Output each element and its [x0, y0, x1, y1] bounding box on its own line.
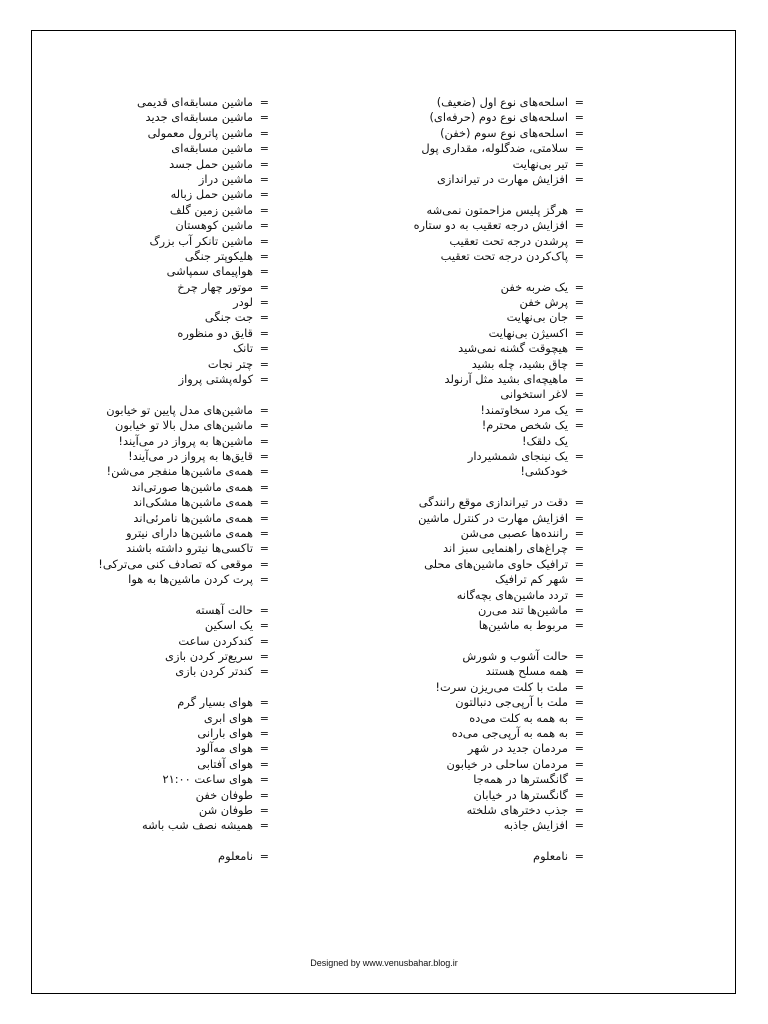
equals-marker: =	[259, 727, 269, 741]
equals-marker: =	[259, 496, 269, 510]
equals-marker: =	[259, 126, 269, 140]
left-list-item	[43, 802, 269, 818]
left-list-item-label: ماشین پاترول معمولی	[147, 125, 253, 140]
left-list-item	[43, 787, 269, 803]
left-list-item-label: پرت کردن ماشین‌ها به هوا	[128, 572, 253, 587]
equals-marker: =	[574, 126, 584, 140]
left-list-item	[43, 279, 269, 295]
right-list-item-label: به همه به آرپی‌جی می‌ده	[451, 726, 568, 741]
left-list-item	[43, 649, 269, 664]
right-list-item-label: دقت در تیراندازی موقع رانندگی	[418, 495, 568, 510]
left-list-item-label: همه‌ی ماشین‌ها نامرئی‌اند	[133, 510, 253, 525]
right-list-item	[318, 434, 568, 449]
left-list-item	[43, 356, 269, 372]
right-list-item-label: ملت با کلت می‌ریزن سرت!	[435, 679, 568, 694]
left-list-item	[43, 495, 269, 510]
left-list-item-label: هوای ابری	[203, 710, 253, 725]
equals-marker: =	[574, 742, 584, 756]
equals-marker: =	[259, 557, 269, 571]
right-list-item	[318, 818, 584, 833]
left-list-item	[43, 171, 269, 187]
right-list-item-label: لاغر استخوانی	[500, 387, 568, 402]
right-list-item	[318, 248, 584, 264]
right-list-item-label: یک مرد سخاوتمند!	[480, 402, 568, 417]
left-list-item	[43, 341, 269, 356]
equals-marker: =	[259, 172, 269, 186]
left-list-item-label: طوفان خفن	[195, 787, 253, 802]
equals-marker: =	[574, 542, 584, 556]
left-list-item-label: کندکردن ساعت	[178, 633, 253, 648]
left-list-item-label: ماشین حمل جسد	[169, 156, 253, 171]
equals-marker: =	[574, 788, 584, 802]
equals-marker: =	[259, 650, 269, 664]
right-list-spacer	[318, 834, 568, 849]
equals-marker: =	[574, 573, 584, 587]
equals-marker: =	[574, 296, 584, 310]
left-list-item-label: ماشین زمین گلف	[169, 202, 253, 217]
equals-marker: =	[574, 449, 584, 463]
right-list-item-label: افزایش جاذبه	[503, 818, 568, 833]
left-list-item	[43, 248, 269, 264]
equals-marker: =	[259, 234, 269, 248]
left-list-item	[43, 141, 269, 156]
right-list-item	[318, 402, 584, 418]
left-list-item-label: ماشین تانکر آب بزرگ	[149, 233, 253, 248]
right-list-item	[318, 556, 584, 572]
left-list-item-label: هوای آفتابی	[197, 756, 253, 771]
equals-marker: =	[574, 665, 584, 679]
equals-marker: =	[574, 203, 584, 217]
equals-marker: =	[574, 157, 584, 171]
left-list-item	[43, 741, 269, 756]
right-list-item-label: یک ضربه خفن	[500, 279, 568, 294]
right-list-item	[318, 787, 584, 803]
right-list-item-label: اسلحه‌های نوع اول (ضعیف)	[436, 95, 568, 109]
equals-marker: =	[259, 773, 269, 787]
equals-marker: =	[259, 603, 269, 617]
left-list-item-label: کندتر کردن بازی	[175, 664, 253, 679]
right-list-item-label: ماشین‌ها تند می‌رن	[478, 602, 568, 617]
right-list-item	[318, 295, 584, 310]
equals-marker: =	[259, 511, 269, 525]
right-list-item	[318, 171, 584, 187]
equals-marker: =	[574, 111, 584, 125]
right-list-item	[318, 95, 584, 110]
right-list-item-label: شهر کم ترافیک	[494, 572, 568, 587]
left-list-item	[43, 156, 269, 172]
left-list-item-label: جت جنگی	[204, 310, 253, 325]
equals-marker: =	[259, 573, 269, 587]
equals-marker: =	[259, 311, 269, 325]
right-list-item	[318, 233, 584, 249]
right-list-item-label: هیچوقت گشنه نمی‌شید	[458, 341, 568, 356]
equals-marker: =	[574, 496, 584, 510]
equals-marker: =	[574, 819, 584, 833]
left-list-item-label: ماشین کوهستان	[175, 218, 253, 233]
right-list-item-label: جذب دخترهای شلخته	[466, 802, 568, 817]
left-list-item-label: همه‌ی ماشین‌ها صورتی‌اند	[131, 479, 253, 494]
left-list-item	[43, 772, 269, 787]
right-list-item	[318, 602, 584, 618]
equals-marker: =	[259, 419, 269, 433]
left-list-item-label: ماشین دراز	[198, 171, 253, 186]
left-list-item	[43, 202, 269, 218]
equals-marker: =	[574, 342, 584, 356]
equals-marker: =	[259, 465, 269, 479]
left-list-item-label: همه‌ی ماشین‌ها دارای نیترو	[126, 525, 253, 540]
equals-marker: =	[259, 188, 269, 202]
equals-marker: =	[574, 96, 584, 109]
right-list-item-label: همه مسلح هستند	[485, 664, 568, 679]
equals-marker: =	[574, 711, 584, 725]
equals-marker: =	[259, 96, 269, 109]
right-list-item-label: چراغ‌های راهنمایی سبز اند	[443, 541, 568, 556]
equals-marker: =	[574, 403, 584, 417]
right-list-spacer	[318, 634, 568, 649]
equals-marker: =	[574, 373, 584, 387]
left-list-item-label: لودر	[233, 295, 253, 310]
left-list-item-label: موتور چهار چرخ	[177, 279, 253, 294]
equals-marker: =	[259, 342, 269, 356]
right-list-item	[318, 495, 584, 510]
right-list-item-label: یک دلقک!	[521, 433, 568, 448]
equals-marker: =	[259, 619, 269, 633]
left-list-item	[43, 726, 269, 741]
right-list-item	[318, 618, 584, 633]
equals-marker: =	[574, 727, 584, 741]
right-list-item-label: خودکشی!	[520, 464, 568, 479]
right-list-item	[318, 679, 584, 695]
equals-marker: =	[259, 711, 269, 725]
right-list-item-label: حالت آشوب و شورش	[462, 649, 568, 664]
right-list-item	[318, 325, 584, 341]
equals-marker: =	[574, 511, 584, 525]
right-list-item	[318, 695, 584, 710]
equals-marker: =	[574, 650, 584, 664]
right-list-item-label: چاق بشید، چله بشید	[471, 356, 568, 371]
equals-marker: =	[259, 696, 269, 710]
equals-marker: =	[259, 280, 269, 294]
right-list-item-label: تیر بی‌نهایت	[512, 156, 568, 171]
left-list-item-label: ماشین مسابقه‌ای جدید	[145, 110, 253, 125]
equals-marker: =	[259, 757, 269, 771]
equals-marker: =	[259, 219, 269, 233]
right-list-item-label: یک نینجای شمشیردار	[467, 448, 568, 463]
right-list-item-label: پاک‌کردن درجه تحت تعقیب	[440, 248, 568, 263]
right-list-item-label: راننده‌ها عصبی می‌شن	[460, 525, 568, 540]
equals-marker: =	[259, 249, 269, 263]
left-list-item-label: چتر نجات	[207, 356, 253, 371]
equals-marker: =	[259, 819, 269, 833]
right-list-item	[318, 418, 584, 433]
left-list-item	[43, 464, 269, 479]
equals-marker: =	[259, 634, 269, 648]
right-list-item-label: ترافیک حاوی ماشین‌های محلی	[424, 556, 568, 571]
left-list-item-label: تانک	[232, 341, 253, 356]
equals-marker: =	[259, 850, 269, 864]
right-list-item-label: هرگز پلیس مزاحمتون نمی‌شه	[426, 202, 568, 217]
left-list-item-label: همیشه نصف شب باشه	[141, 818, 253, 833]
left-list-item-label: هوای بسیار گرم	[177, 695, 253, 710]
left-list-item	[43, 325, 269, 341]
left-list-item-label: سریع‌تر کردن بازی	[165, 649, 253, 664]
right-list-item	[318, 341, 584, 356]
left-list-item-label: طوفان شن	[198, 802, 253, 817]
equals-marker: =	[574, 526, 584, 540]
right-list-item	[318, 587, 584, 603]
left-list-item	[43, 433, 269, 449]
left-list-item	[43, 541, 269, 556]
equals-marker: =	[574, 357, 584, 371]
right-list-item-label: یک شخص محترم!	[481, 418, 568, 433]
left-list-item	[43, 572, 269, 587]
left-list-item	[43, 633, 269, 649]
left-list-item	[43, 95, 269, 110]
left-list-spacer	[43, 588, 253, 603]
right-list-item-label: نامعلوم	[533, 849, 568, 864]
right-list-item	[318, 448, 584, 464]
left-list-item	[43, 510, 269, 526]
left-list-item	[43, 110, 269, 125]
right-list-item	[318, 664, 584, 679]
equals-marker: =	[259, 434, 269, 448]
right-list-item-label: افزایش مهارت در کنترل ماشین	[418, 510, 568, 525]
left-list-item	[43, 556, 269, 572]
left-list-spacer	[43, 834, 253, 849]
right-list-item-label: گانگسترها در همه‌جا	[473, 772, 568, 787]
right-list-item-label: مردمان ساحلی در خیابون	[446, 756, 568, 771]
right-list-item	[318, 141, 584, 156]
right-list-item-label: گانگسترها در خیابان	[473, 787, 568, 802]
left-list-item	[43, 710, 269, 726]
left-list-item	[43, 448, 269, 464]
equals-marker: =	[259, 803, 269, 817]
right-list-item	[318, 710, 584, 726]
equals-marker: =	[574, 757, 584, 771]
left-list-item-label: یک اسکین	[204, 618, 253, 633]
right-list-item-label: سلامتی، ضدگلوله، مقداری پول	[421, 141, 568, 156]
equals-marker: =	[574, 172, 584, 186]
equals-marker: =	[259, 449, 269, 463]
left-list-item	[43, 125, 269, 141]
left-list-item-label: موقعی که تصادف کنی می‌ترکی!	[98, 556, 253, 571]
left-list-item	[43, 695, 269, 710]
right-list-spacer	[318, 480, 568, 495]
equals-marker: =	[259, 265, 269, 279]
left-list-item	[43, 418, 269, 433]
equals-marker: =	[259, 296, 269, 310]
equals-marker: =	[574, 850, 584, 864]
left-list-item-label: هواپیمای سمپاشی	[166, 264, 253, 279]
right-list-item-label: مربوط به ماشین‌ها	[478, 618, 568, 633]
right-list-item	[318, 372, 584, 387]
right-list-item-label: افزایش مهارت در تیراندازی	[436, 171, 568, 186]
right-list-item	[318, 202, 584, 218]
left-list-item-label: نامعلوم	[218, 849, 253, 864]
right-list-spacer	[318, 264, 568, 279]
equals-marker: =	[259, 111, 269, 125]
right-list-item	[318, 756, 584, 772]
equals-marker: =	[574, 249, 584, 263]
right-list-item-label: ماهیچه‌ای بشید مثل آرنولد	[444, 372, 568, 387]
left-list-item-label: تاکسی‌ها نیترو داشته باشند	[126, 541, 253, 556]
equals-marker: =	[574, 419, 584, 433]
right-list-item	[318, 849, 584, 864]
equals-marker: =	[574, 234, 584, 248]
left-list-item-label: حالت آهسته	[195, 602, 253, 617]
equals-marker: =	[259, 326, 269, 340]
right-list-item-label: پرش خفن	[519, 295, 568, 310]
equals-marker: =	[259, 373, 269, 387]
right-list-item	[318, 510, 584, 526]
right-list-item-label: تردد ماشین‌های بچه‌گانه	[456, 587, 568, 602]
left-list-item-label: ماشین حمل زباله	[170, 187, 253, 202]
left-list-item-label: هوای بارانی	[197, 726, 253, 741]
equals-marker: =	[259, 526, 269, 540]
right-list-item	[318, 726, 584, 741]
left-list-item	[43, 479, 269, 495]
right-list-item	[318, 741, 584, 756]
right-list-item-label: اسلحه‌های نوع دوم (حرفه‌ای)	[429, 110, 568, 125]
right-list-item-label: مردمان جدید در شهر	[467, 741, 568, 756]
left-list-item	[43, 187, 269, 202]
left-list-item-label: ماشین‌های مدل بالا تو خیابون	[114, 418, 253, 433]
left-list-item	[43, 664, 269, 679]
equals-marker: =	[574, 557, 584, 571]
footer-credit: Designed by www.venusbahar.blog.ir	[310, 958, 458, 968]
right-list-item-label: اکسیژن بی‌نهایت	[488, 325, 568, 340]
equals-marker: =	[574, 142, 584, 156]
right-cheat-list	[318, 95, 584, 865]
right-list-item	[318, 541, 584, 556]
right-list-item-label: به همه به کلت می‌ده	[469, 710, 568, 725]
left-list-item-label: کوله‌پشتی پرواز	[178, 372, 253, 387]
right-list-item	[318, 125, 584, 141]
equals-marker: =	[259, 403, 269, 417]
left-list-item	[43, 218, 269, 233]
equals-marker: =	[574, 588, 584, 602]
left-list-item-label: همه‌ی ماشین‌ها مشکی‌اند	[133, 495, 253, 510]
equals-marker: =	[259, 665, 269, 679]
right-list-item	[318, 802, 584, 818]
left-list-item	[43, 602, 269, 618]
equals-marker: =	[259, 742, 269, 756]
left-list-spacer	[43, 387, 253, 402]
equals-marker: =	[574, 388, 584, 402]
left-list-item-label: ماشین‌ها به پرواز در می‌آیند!	[118, 433, 253, 448]
right-list-item-label: اسلحه‌های نوع سوم (خفن)	[440, 125, 568, 140]
equals-marker: =	[259, 542, 269, 556]
left-list-item-label: ماشین مسابقه‌ای	[171, 141, 253, 156]
equals-marker: =	[574, 311, 584, 325]
equals-marker: =	[574, 680, 584, 694]
right-list-item	[318, 279, 584, 295]
left-list-item-label: همه‌ی ماشین‌ها منفجر می‌شن!	[106, 464, 253, 479]
right-list-item	[318, 772, 584, 787]
left-list-item-label: قایق دو منظوره	[177, 325, 253, 340]
equals-marker: =	[259, 203, 269, 217]
equals-marker: =	[259, 788, 269, 802]
left-list-item-label: هوای ساعت ۲۱:۰۰	[162, 772, 253, 787]
equals-marker: =	[259, 357, 269, 371]
equals-marker: =	[574, 696, 584, 710]
left-list-item	[43, 525, 269, 541]
left-list-item	[43, 402, 269, 418]
equals-marker: =	[574, 603, 584, 617]
left-list-item-label: ماشین‌های مدل پایین تو خیابون	[106, 402, 253, 417]
right-list-item	[318, 218, 584, 233]
right-list-item	[318, 464, 568, 479]
left-list-item-label: هلیکوپتر جنگی	[184, 248, 253, 263]
right-list-item-label: افزایش درجه تعقیب به دو ستاره	[413, 218, 568, 233]
left-list-item	[43, 849, 269, 864]
left-list-item	[43, 295, 269, 310]
left-list-item	[43, 756, 269, 772]
right-list-item	[318, 649, 584, 664]
right-list-item-label: پرشدن درجه تحت تعقیب	[449, 233, 568, 248]
left-list-spacer	[43, 680, 253, 695]
left-list-item	[43, 264, 269, 279]
right-list-item	[318, 572, 584, 587]
right-list-spacer	[318, 187, 568, 202]
left-list-item-label: هوای مه‌آلود	[195, 741, 253, 756]
equals-marker: =	[574, 619, 584, 633]
left-cheat-list	[43, 95, 269, 865]
equals-marker: =	[574, 280, 584, 294]
equals-marker: =	[259, 142, 269, 156]
right-list-item	[318, 110, 584, 125]
right-list-item	[318, 156, 584, 172]
equals-marker: =	[574, 773, 584, 787]
right-list-item	[318, 387, 584, 402]
right-list-item	[318, 356, 584, 372]
left-list-item-label: ماشین مسابقه‌ای قدیمی	[137, 95, 253, 109]
right-list-item-label: جان بی‌نهایت	[506, 310, 568, 325]
right-list-item	[318, 525, 584, 541]
right-list-item-label: ملت با آرپی‌جی دنبالتون	[455, 695, 568, 710]
equals-marker: =	[259, 157, 269, 171]
left-list-item	[43, 618, 269, 633]
right-list-item	[318, 310, 584, 325]
left-list-item	[43, 310, 269, 325]
equals-marker: =	[574, 803, 584, 817]
equals-marker: =	[574, 219, 584, 233]
left-list-item-label: قایق‌ها به پرواز در می‌آیند!	[128, 448, 253, 463]
equals-marker: =	[259, 480, 269, 494]
left-list-item	[43, 372, 269, 387]
left-list-item	[43, 233, 269, 249]
equals-marker: =	[574, 326, 584, 340]
left-list-item	[43, 818, 269, 833]
